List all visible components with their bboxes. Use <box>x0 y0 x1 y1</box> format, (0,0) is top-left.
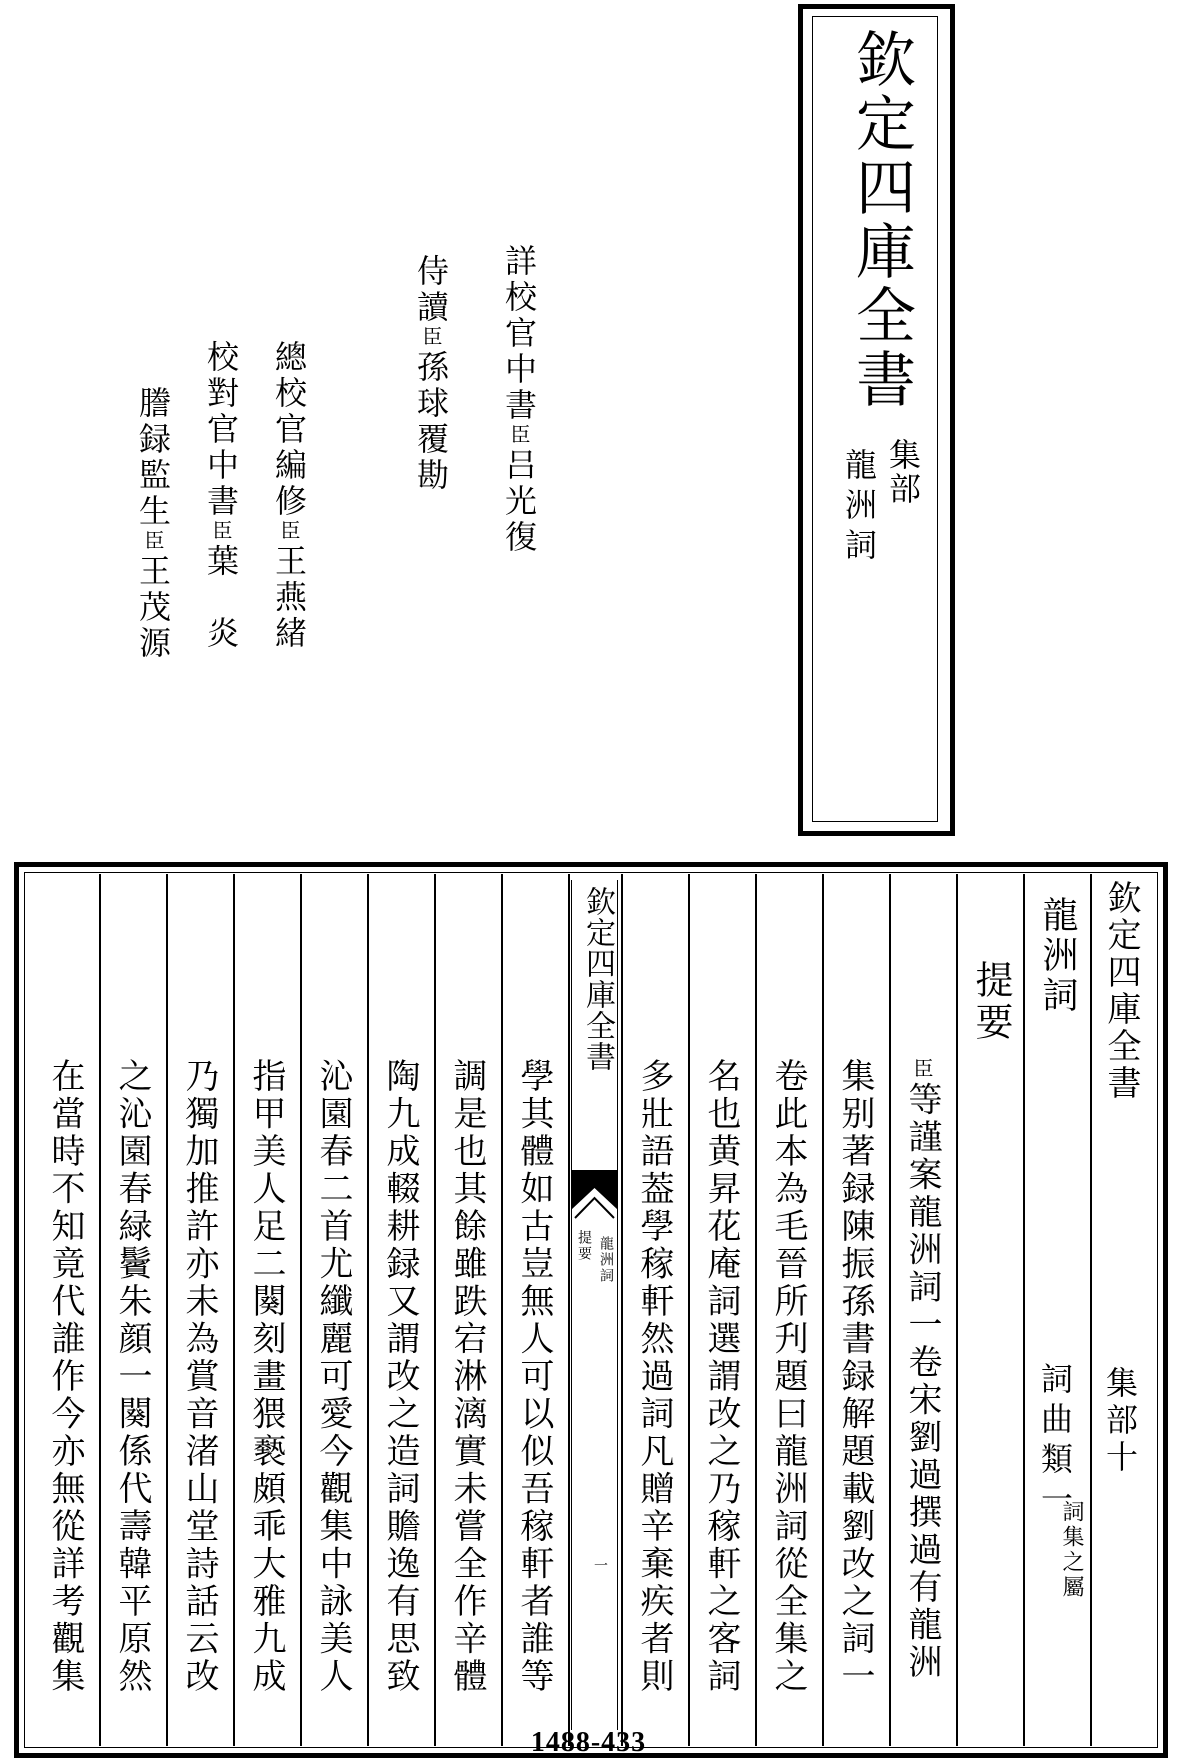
cover-title: 欽定四庫全書 <box>846 28 916 412</box>
column-rule <box>621 874 623 1746</box>
fold-book-title: 龍洲詞 <box>598 1236 614 1284</box>
text-column: 指甲美人足二闋刻畫猥褻頗乖大雅九成 <box>246 1058 286 1696</box>
tiyao-title: 欽定四庫全書 <box>1101 880 1141 1102</box>
page-number: 1488-433 <box>530 1727 647 1758</box>
fold-page-number: 一 <box>592 1558 608 1572</box>
text-column: 臣等謹案龍洲詞一卷宋劉過撰過有龍洲 <box>902 1058 942 1682</box>
text-column: 學其體如古豈無人可以似吾稼軒者誰等 <box>514 1058 554 1696</box>
text-column: 在當時不知竟代誰作今亦無從詳考觀集 <box>45 1058 85 1696</box>
column-rule <box>434 874 436 1746</box>
column-rule <box>367 874 369 1746</box>
column-rule <box>956 874 958 1746</box>
tiyao-classification: 詞曲類一 <box>1036 1362 1074 1522</box>
text-column: 調是也其餘雖跌宕淋漓實未嘗全作辛體 <box>447 1058 487 1696</box>
text-column: 乃獨加推許亦未為賞音渚山堂詩話云改 <box>179 1058 219 1696</box>
cover-department: 集部 <box>884 438 922 506</box>
column-rule <box>568 874 570 1746</box>
credit-line: 詳校官中書臣吕光復 <box>500 244 538 556</box>
column-rule <box>688 874 690 1746</box>
text-column: 名也黄昇花庵詞選謂改之乃稼軒之客詞 <box>701 1058 741 1696</box>
fish-tail-mark <box>571 1170 618 1224</box>
text-column: 集别著録陳振孫書録解題載劉改之詞一 <box>835 1058 875 1696</box>
credit-line: 侍讀臣孫球覆勘 <box>412 254 450 494</box>
column-rule <box>755 874 757 1746</box>
fold-section: 提要 <box>576 1230 592 1262</box>
credit-line: 總校官編修臣王燕緒 <box>270 340 308 652</box>
text-column: 沁園春二首尤纖麗可愛今觀集中詠美人 <box>313 1058 353 1696</box>
column-rule <box>501 874 503 1746</box>
tiyao-department: 集部十 <box>1101 1366 1139 1477</box>
fold-title: 欽定四庫全書 <box>580 886 615 1072</box>
tiyao-book-title: 龍洲詞 <box>1037 896 1078 1016</box>
credit-line: 謄録監生臣王茂源 <box>134 386 172 662</box>
column-rule <box>166 874 168 1746</box>
column-rule <box>1090 874 1092 1746</box>
tiyao-subclass: 詞集之屬 <box>1059 1500 1084 1600</box>
column-rule <box>300 874 302 1746</box>
column-rule <box>822 874 824 1746</box>
credit-line: 校對官中書臣葉 炎 <box>202 340 240 652</box>
text-column: 多壯語葢學稼軒然過詞凡贈辛棄疾者則 <box>634 1058 674 1696</box>
cover-book-title: 龍洲詞 <box>840 448 878 568</box>
column-rule <box>99 874 101 1746</box>
text-column: 陶九成輟耕録又謂改之造詞贍逸有思致 <box>380 1058 420 1696</box>
column-rule <box>889 874 891 1746</box>
column-rule <box>233 874 235 1746</box>
column-rule <box>1023 874 1025 1746</box>
text-column: 之沁園春緑鬢朱顔一闋係代壽韓平原然 <box>112 1058 152 1696</box>
text-column: 卷此本為毛晉所刋題曰龍洲詞從全集之 <box>768 1058 808 1696</box>
tiyao-heading: 提要 <box>969 960 1013 1044</box>
